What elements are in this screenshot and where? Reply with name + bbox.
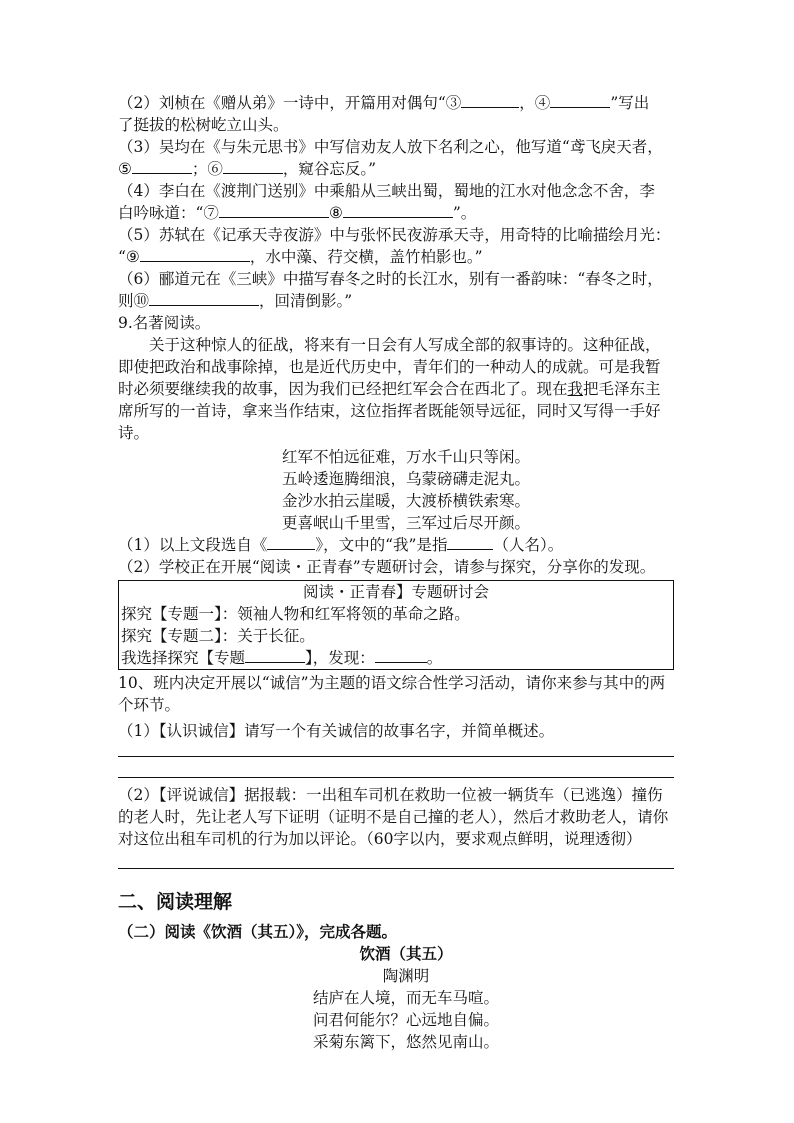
- poem-line: 结庐在人境，而无车马喧。: [312, 989, 499, 1007]
- answer-blank-6[interactable]: [223, 158, 283, 174]
- text: 】，发现：: [305, 649, 375, 667]
- underlined-word: 我: [567, 380, 584, 398]
- text: ”。: [452, 204, 477, 222]
- poem-author: 陶渊明: [382, 967, 430, 985]
- text: 。: [426, 649, 443, 667]
- q8-item-5-cont: [118, 246, 674, 268]
- poem-line: 更喜岷山千里雪，三军过后尽开颜。: [281, 514, 530, 532]
- topic-2: 探究【专题二】：关于长征。: [121, 627, 315, 645]
- q8-item-5: （5）苏轼在《记承天寺夜游》中与张怀民夜游承天寺，用奇特的比喻描绘月光：: [118, 226, 671, 244]
- yinjiu-poem: [118, 943, 674, 1053]
- q8-item-4: （4）李白在《渡荆门送别》中乘船从三峡出蜀，蜀地的江水对他念念不舍，李: [118, 182, 655, 200]
- q8-item-4-cont: [118, 202, 674, 224]
- poem-line: 红军不怕远征难，万水千山只等闲。: [281, 448, 530, 466]
- topic-blank[interactable]: [245, 647, 305, 663]
- q9-passage: [118, 334, 674, 444]
- text: ，④: [519, 94, 551, 112]
- answer-blank-3[interactable]: [461, 92, 519, 108]
- answer-blank-7[interactable]: [219, 202, 329, 218]
- text: 》，文中的“我”是指: [315, 536, 448, 554]
- q9-sub-2: （2）学校正在开展“阅读・正青春”专题研讨会，请参与探究，分享你的发现。: [118, 558, 656, 576]
- q8-item-3: （3）吴均在《与朱元思书》中写信劝友人放下名利之心，他写道“鸢飞戾天者，: [118, 138, 663, 156]
- q8-item-6-cont: [118, 290, 674, 312]
- q9-title: 9.名著阅读。: [118, 314, 211, 332]
- q8-item-3-cont: [118, 158, 674, 180]
- text: ⑧: [328, 204, 343, 222]
- text: ，窥谷忘反。”: [282, 160, 377, 178]
- q8-item-2-cont: 了挺拔的松树屹立山头。: [118, 116, 289, 134]
- answer-line[interactable]: [118, 868, 674, 869]
- text: 则⑩: [118, 292, 150, 310]
- q8-item-2: [118, 92, 674, 114]
- finding-blank[interactable]: [375, 647, 427, 663]
- answer-blank-9[interactable]: [140, 246, 250, 262]
- poem-line: 金沙水拍云崖暖，大渡桥横铁索寒。: [281, 492, 530, 510]
- text: “⑨: [118, 248, 140, 266]
- seminar-box: [118, 580, 674, 670]
- text: 白吟咏道：“⑦: [118, 204, 219, 222]
- answer-blank-10[interactable]: [149, 290, 259, 306]
- text: ，回清倒影。”: [259, 292, 353, 310]
- text: （2）刘桢在《赠从弟》一诗中，开篇用对偶句“③: [118, 94, 462, 112]
- text: ；⑥: [191, 160, 223, 178]
- text: （人名）。: [493, 536, 564, 554]
- q9-sub-1: [118, 534, 674, 556]
- q10-sub-2: （2）【评说诚信】据报载：一出租车司机在救助一位被一辆货车（已逃逸）撞伤的老人时，先让老人写下证明（证明不是自己撞的老人），然后才救助老人，请你对这位出租车司机的行为加以评论。（60字以内，要求观点鲜明，说理透彻）: [118, 786, 669, 848]
- exam-page: [118, 92, 674, 1053]
- answer-line[interactable]: [118, 777, 674, 778]
- book-title-blank[interactable]: [267, 534, 315, 550]
- poem-line: 五岭逶迤腾细浪，乌蒙磅礴走泥丸。: [281, 470, 530, 488]
- person-name-blank[interactable]: [447, 534, 493, 550]
- section-heading: 二、阅读理解: [118, 891, 233, 913]
- answer-line[interactable]: [118, 756, 674, 757]
- long-march-poem: [118, 446, 674, 534]
- answer-blank-4[interactable]: [550, 92, 610, 108]
- q10-intro: 10、班内决定开展以“诚信”为主题的语文综合性学习活动，请你来参与其中的两个环节。: [118, 674, 666, 714]
- poem-line: 采菊东篱下，悠然见南山。: [312, 1033, 499, 1051]
- text: ”写出: [610, 94, 650, 112]
- text: ⑤: [118, 160, 132, 178]
- text: ，水中藻、荇交横，盖竹柏影也。”: [249, 248, 483, 266]
- reading-instruction: （二）阅读《饮酒（其五）》，完成各题。: [118, 922, 398, 941]
- seminar-title: 阅读・正青春】专题研讨会: [302, 583, 489, 601]
- q10-sub-1: （1）【认识诚信】请写一个有关诚信的故事名字，并简单概述。: [118, 722, 555, 740]
- answer-blank-5[interactable]: [132, 158, 192, 174]
- my-topic: [121, 647, 671, 669]
- topic-1: 探究【专题一】：领袖人物和红军将领的革命之路。: [121, 605, 470, 623]
- poem-title: 饮酒（其五）: [359, 944, 453, 963]
- q8-item-6: （6）郦道元在《三峡》中描写春冬之时的长江水，别有一番韵味：“春冬之时，: [118, 270, 663, 288]
- text: 我选择探究【专题: [121, 649, 246, 667]
- poem-line: 问君何能尔？心远地自偏。: [312, 1011, 499, 1029]
- text: （1）以上文段选自《: [118, 536, 268, 554]
- answer-blank-8[interactable]: [343, 202, 453, 218]
- passage-text: 关于这种惊人的征战，将来有一日会有人写成全部的叙事诗的。这种征战，即使把政治和战事除掉，也是近代历史中，青年们的一种动人的成就。可是我暂时必须要继续我的故事，因为我们已经把红军会合在西北了。现在: [118, 336, 661, 398]
- passage-text: 把毛泽东主席所写的一首诗，拿来当作结束，这位指挥者既能领导远征，同时又写得一手好诗。: [118, 380, 661, 442]
